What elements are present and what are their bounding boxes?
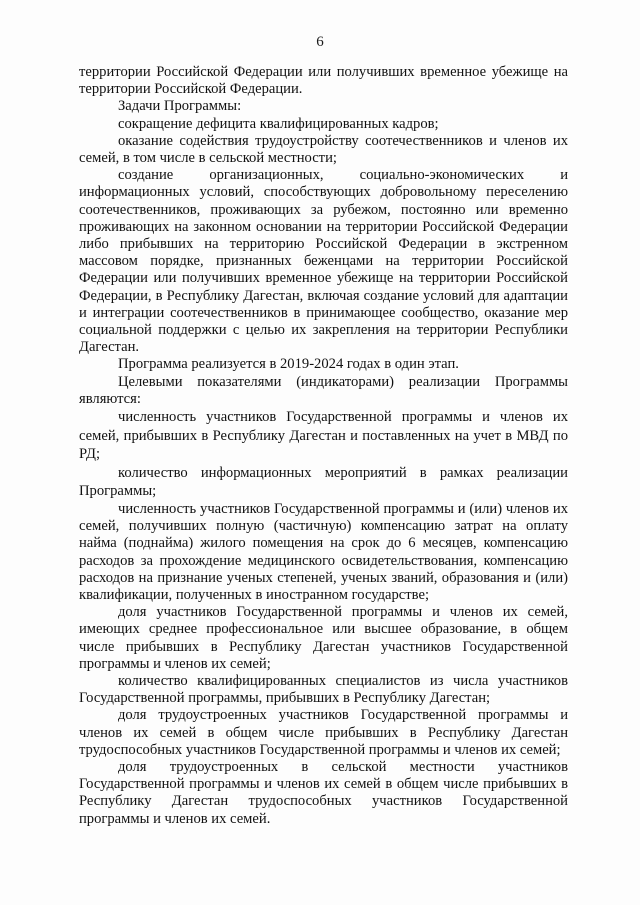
paragraph-continuation: территории Российской Федерации или получивших временное убежище на территории Российской Федерации. xyxy=(79,64,568,98)
paragraph-indicator-4: доля участников Государственной программы и членов их семей, имеющих среднее профессиональное или высшее образование, в общем числе прибывших в Республику Дагестан участников Государственной программы и членов их семей; xyxy=(79,604,568,672)
paragraph-indicator-7: доля трудоустроенных в сельской местности участников Государственной программы и членов их семей в общем числе прибывших в Республику Дагестан трудоспособных участников Государственной программы и членов их семей. xyxy=(79,759,568,827)
paragraph-indicator-6: доля трудоустроенных участников Государственной программы и членов их семей в общем числе прибывших в Республику Дагестан трудоспособных участников Государственной программы и членов их семей; xyxy=(79,707,568,758)
document-body xyxy=(79,64,568,828)
paragraph-indicator-2: количество информационных мероприятий в рамках реализации Программы; xyxy=(79,464,568,500)
paragraph-task-3: создание организационных, социально-экономических и информационных условий, способствующих добровольному переселению соотечественников, проживающих за рубежом, постоянно или временно проживающих на законном основании на территории Российской Федерации либо прибывших на территорию Российской Федерации в экстренном массовом порядке, признанных беженцами на территории Российской Федерации или получивших временное убежище на территории Российской Федерации, в Республику Дагестан, включая создание условий для адаптации и интеграции соотечественников в принимающее сообщество, оказание мер социальной поддержки с целью их закрепления на территории Республики Дагестан. xyxy=(79,167,568,356)
paragraph-tasks-heading: Задачи Программы: xyxy=(118,98,242,115)
page-number: 6 xyxy=(316,34,324,50)
paragraph-indicator-3: численность участников Государственной программы и (или) членов их семей, получивших полную (частичную) компенсацию затрат на оплату найма (поднайма) жилого помещения на срок до 6 месяцев, компенсацию расходов за прохождение медицинского освидетельствования, компенсацию расходов на признание ученых степеней, ученых званий, образования и (или) квалификации, полученных в иностранном государстве; xyxy=(79,501,568,604)
paragraph-indicator-1: численность участников Государственной программы и членов их семей, прибывших в Республику Дагестан и поставленных на учет в МВД по РД; xyxy=(79,409,568,463)
paragraph-task-2: оказание содействия трудоустройству соотечественников и членов их семей, в том числе в сельской местности; xyxy=(79,132,568,167)
paragraph-period: Программа реализуется в 2019-2024 годах в один этап. xyxy=(118,356,459,373)
paragraph-indicators-heading: Целевыми показателями (индикаторами) реализации Программы являются: xyxy=(79,373,568,407)
paragraph-indicator-5: количество квалифицированных специалистов из числа участников Государственной программы, прибывших в Республику Дагестан; xyxy=(79,673,568,707)
paragraph-task-1: сокращение дефицита квалифицированных кадров; xyxy=(118,115,439,132)
